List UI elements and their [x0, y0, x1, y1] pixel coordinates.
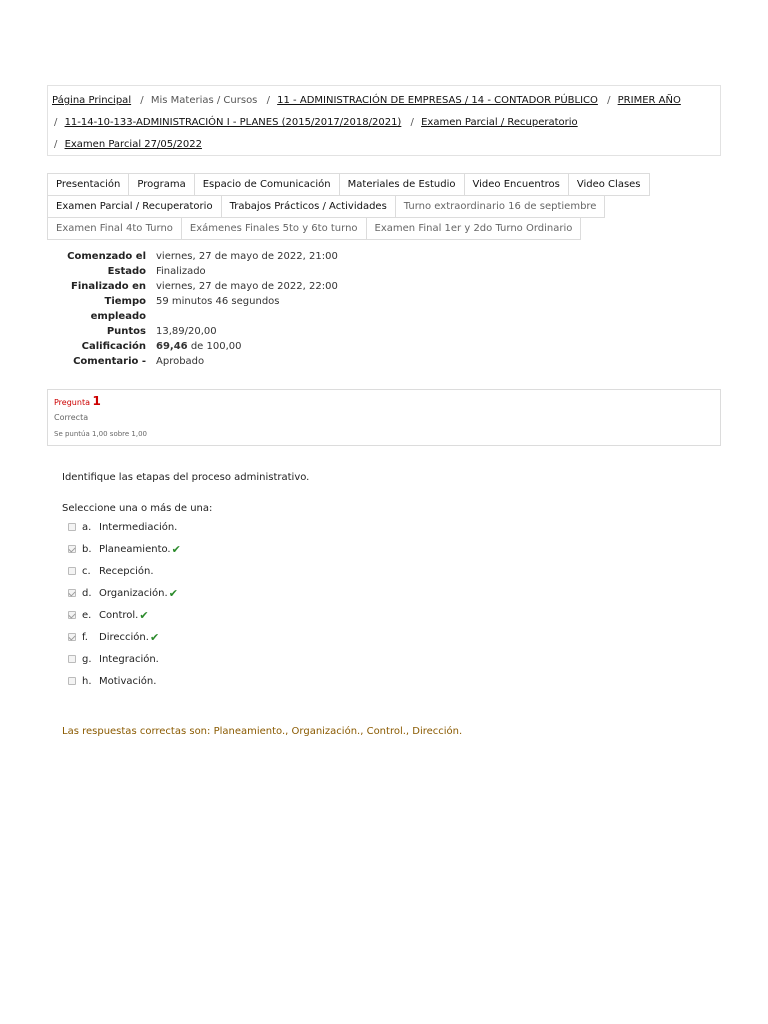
answer-checkbox[interactable] [68, 589, 76, 597]
question-title-label: Pregunta [54, 398, 90, 407]
answer-option [68, 516, 181, 538]
tab-trabajos-practicos[interactable]: Trabajos Prácticos / Actividades [221, 195, 396, 218]
correct-check-icon: ✔ [149, 630, 160, 644]
breadcrumb-dept-link[interactable]: 11 - ADMINISTRACIÓN DE EMPRESAS / 14 - CONTADOR PÚBLICO [277, 95, 598, 106]
answer-option [68, 560, 181, 582]
tab-video-clases[interactable]: Video Clases [568, 173, 650, 196]
tab-presentacion[interactable]: Presentación [47, 173, 129, 196]
answer-text: Recepción. [99, 565, 154, 577]
tab-video-encuentros[interactable]: Video Encuentros [464, 173, 569, 196]
question-state: Correcta [54, 413, 89, 422]
time-label [60, 294, 156, 324]
answer-option [68, 670, 181, 692]
answer-checkbox[interactable] [68, 655, 76, 663]
answer-checkbox[interactable] [68, 545, 76, 553]
answer-checkbox[interactable] [68, 523, 76, 531]
points-label: Puntos [106, 326, 146, 337]
tab-examen-final-4to[interactable]: Examen Final 4to Turno [47, 217, 182, 240]
time-label-line2: empleado [90, 311, 146, 322]
grade-value-wrap [156, 339, 242, 354]
state-value: Finalizado [156, 266, 206, 277]
time-label-line1: Tiempo [104, 296, 146, 307]
answer-text: Dirección. [99, 631, 149, 643]
breadcrumb-separator: / [140, 95, 144, 106]
question-text: Identifique las etapas del proceso administrativo. [62, 472, 310, 483]
comment-label: Comentario - [73, 356, 146, 367]
time-value: 59 minutos 46 segundos [156, 296, 280, 307]
breadcrumb-year-link[interactable]: PRIMER AÑO [617, 95, 681, 106]
breadcrumb-separator: / [607, 95, 611, 106]
grade-value: 69,46 [156, 341, 188, 352]
breadcrumb-my-courses: Mis Materias / Cursos [150, 95, 258, 106]
started-value: viernes, 27 de mayo de 2022, 21:00 [156, 251, 338, 262]
breadcrumb-exam-link[interactable]: Examen Parcial 27/05/2022 [64, 139, 202, 150]
answer-letter: g. [82, 653, 92, 665]
tab-examen-final-1er-2do[interactable]: Examen Final 1er y 2do Turno Ordinario [366, 217, 582, 240]
question-grade: Se puntúa 1,00 sobre 1,00 [54, 430, 148, 438]
breadcrumb-separator: / [54, 139, 58, 150]
comment-value: Aprobado [156, 356, 205, 367]
answer-checkbox[interactable] [68, 611, 76, 619]
breadcrumb-separator: / [266, 95, 270, 106]
answer-letter: c. [82, 565, 91, 577]
tab-programa[interactable]: Programa [128, 173, 194, 196]
answer-text: Planeamiento. [99, 543, 171, 555]
finished-label: Finalizado en [71, 281, 146, 292]
answer-text: Integración. [99, 653, 159, 665]
breadcrumb-course-link[interactable]: 11-14-10-133-ADMINISTRACIÓN I - PLANES (2015/2017/2018/2021) [64, 117, 402, 128]
answer-letter: a. [82, 521, 92, 533]
tab-espacio-comunicacion[interactable]: Espacio de Comunicación [194, 173, 340, 196]
correct-check-icon: ✔ [168, 586, 178, 600]
breadcrumb-home-link[interactable]: Página Principal [52, 95, 132, 106]
breadcrumb-section-link[interactable]: Examen Parcial / Recuperatorio [421, 117, 578, 128]
question-info [47, 389, 721, 446]
breadcrumb [47, 85, 721, 156]
answer-checkbox[interactable] [68, 677, 76, 685]
answer-checkbox[interactable] [68, 633, 76, 641]
tab-examenes-finales-5to-6to[interactable]: Exámenes Finales 5to y 6to turno [181, 217, 367, 240]
started-label: Comenzado el [67, 251, 146, 262]
answer-option [68, 538, 181, 560]
breadcrumb-separator: / [410, 117, 414, 128]
answer-text: Organización. [99, 587, 168, 599]
answer-option [68, 648, 181, 670]
answer-text: Control. [99, 609, 139, 621]
answer-letter: d. [82, 587, 92, 599]
question-title [54, 394, 714, 410]
question-prompt: Seleccione una o más de una: [62, 503, 213, 514]
answer-checkbox[interactable] [68, 567, 76, 575]
answer-option [68, 582, 181, 604]
answer-letter: b. [82, 543, 92, 555]
grade-suffix: de 100,00 [190, 341, 242, 352]
answer-text: Motivación. [99, 675, 157, 687]
answer-letter: e. [82, 609, 92, 621]
grade-label: Calificación [81, 341, 146, 352]
answer-list [68, 516, 181, 692]
state-label: Estado [107, 266, 146, 277]
tab-materiales-estudio[interactable]: Materiales de Estudio [339, 173, 465, 196]
correct-check-icon: ✔ [171, 542, 181, 556]
attempt-summary [60, 249, 338, 369]
answer-letter: h. [82, 675, 92, 687]
question-number: 1 [92, 394, 101, 408]
tab-turno-extraordinario[interactable]: Turno extraordinario 16 de septiembre [395, 195, 606, 218]
course-tabs [47, 173, 727, 239]
finished-value: viernes, 27 de mayo de 2022, 22:00 [156, 281, 338, 292]
breadcrumb-separator: / [54, 117, 58, 128]
tab-examen-parcial[interactable]: Examen Parcial / Recuperatorio [47, 195, 222, 218]
answer-text: Intermediación. [99, 521, 178, 533]
answer-option [68, 604, 181, 626]
answer-letter: f. [82, 631, 88, 643]
correct-answers-feedback: Las respuestas correctas son: Planeamiento., Organización., Control., Dirección. [62, 726, 463, 737]
correct-check-icon: ✔ [139, 608, 149, 622]
points-value: 13,89/20,00 [156, 326, 217, 337]
answer-option [68, 626, 181, 648]
